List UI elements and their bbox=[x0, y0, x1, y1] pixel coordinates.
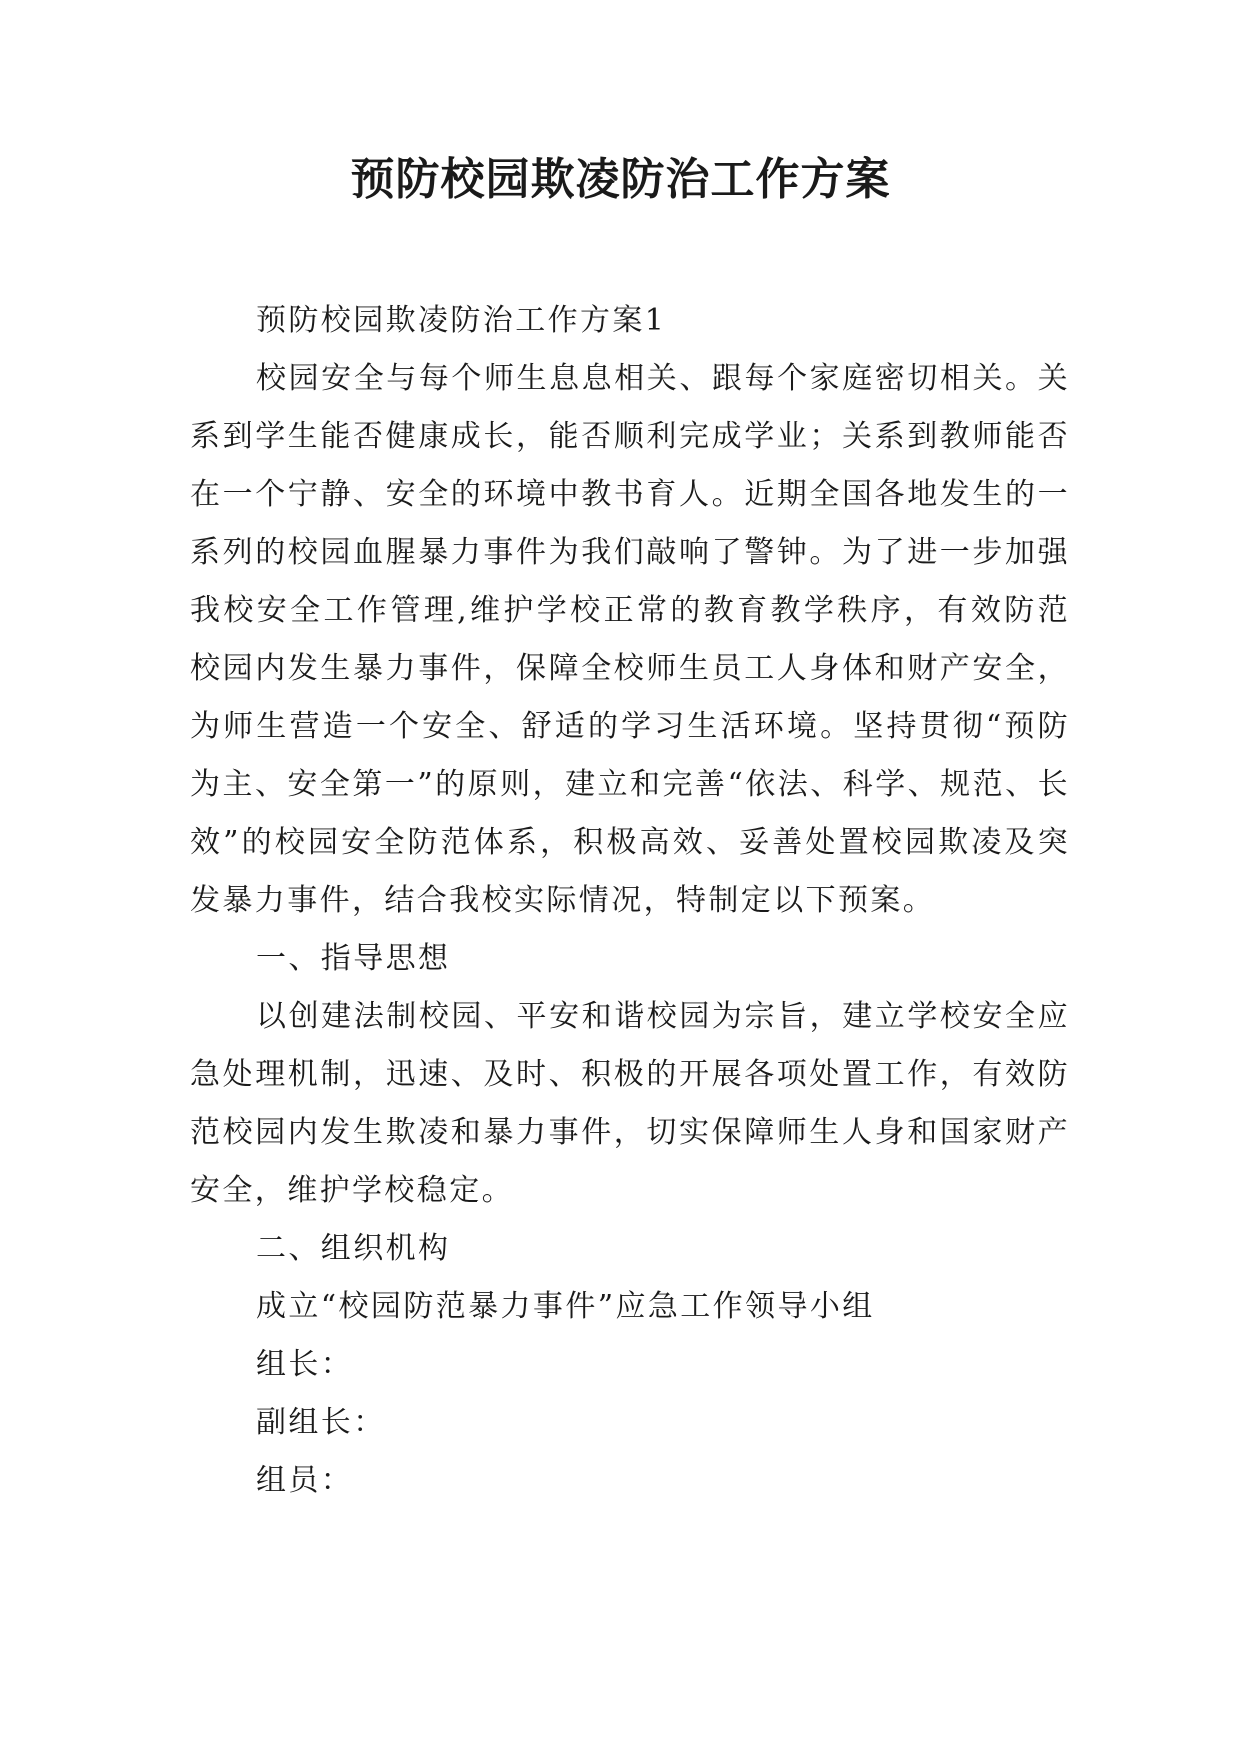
section-heading-guiding-ideology: 一、指导思想 bbox=[256, 941, 451, 976]
intro-paragraph: 校园安全与每个师生息息相关、跟每个家庭密切相关。关系到学生能否健康成长，能否顺利完成学业；关系到教师能否在一个宁静、安全的环境中教书育人。近期全国各地发生的一系列的校园血腥暴力事件为我们敲响了警钟。为了进一步加强我校安全工作管理,维护学校正常的教育教学秩序，有效防范校园内发生暴力事件，保障全校师生员工人身体和财产安全，为师生营造一个安全、舒适的学习生活环境。坚持贯彻“预防为主、安全第一”的原则，建立和完善“依法、科学、规范、长效”的校园安全防范体系，积极高效、妥善处置校园欺凌及突发暴力事件，结合我校实际情况，特制定以下预案。 bbox=[190, 361, 1070, 918]
section-heading-organization: 二、组织机构 bbox=[256, 1231, 451, 1266]
deputy-leader-line: 副组长： bbox=[256, 1405, 386, 1440]
members-line: 组员： bbox=[256, 1463, 354, 1498]
section-subtitle: 预防校园欺凌防治工作方案1 bbox=[256, 303, 667, 338]
document-body bbox=[190, 292, 1070, 1510]
document-title: 预防校园欺凌防治工作方案 bbox=[350, 154, 891, 205]
group-leader-line: 组长： bbox=[256, 1347, 354, 1382]
guiding-ideology-paragraph: 以创建法制校园、平安和谐校园为宗旨，建立学校安全应急处理机制，迅速、及时、积极的开展各项处置工作，有效防范校园内发生欺凌和暴力事件，切实保障师生人身和国家财产安全，维护学校稳定。 bbox=[190, 999, 1070, 1208]
organization-paragraph: 成立“校园防范暴力事件”应急工作领导小组 bbox=[256, 1289, 875, 1324]
